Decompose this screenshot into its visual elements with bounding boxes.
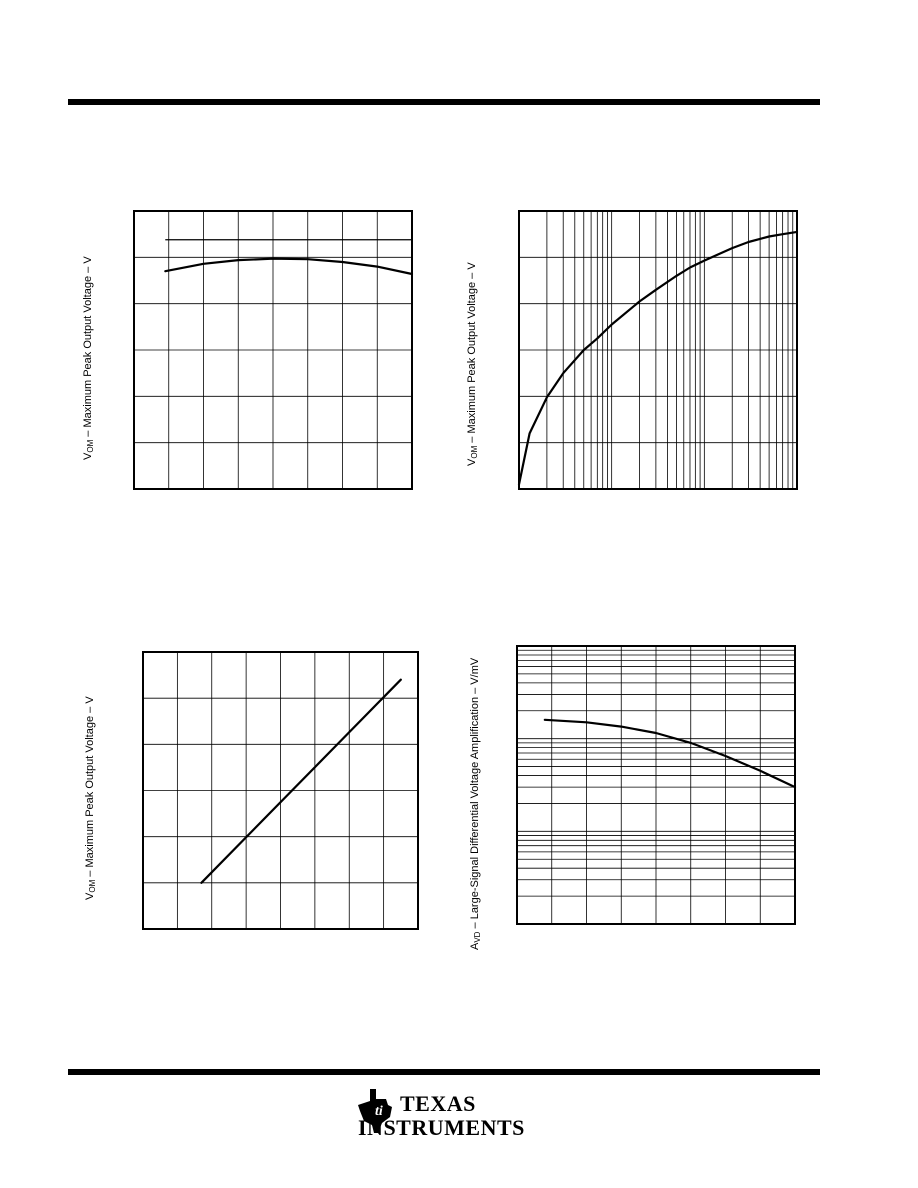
- chart-bottom-right: [517, 646, 795, 924]
- chart-bottom-left: [143, 652, 418, 929]
- header-rule: [68, 99, 820, 105]
- series-line: [201, 680, 400, 883]
- svg-text:ti: ti: [375, 1104, 383, 1119]
- chart-bottom-right-ylabel: $A_{VD}$ – Large-Signal Differential Voltage Amplification – V/mV: [469, 657, 482, 950]
- footer-rule: [68, 1069, 820, 1075]
- chart-bottom-left-plot: [143, 652, 418, 929]
- logo-text-texas: TEXAS: [400, 1091, 476, 1116]
- chart-top-left-ylabel: $V_{OM}$ – Maximum Peak Output Voltage – V: [82, 256, 95, 460]
- chart-top-right: [519, 211, 797, 489]
- series-line: [545, 720, 795, 787]
- chart-top-right-ylabel: $V_{OM}$ – Maximum Peak Output Voltage – V: [466, 262, 479, 466]
- chart-bottom-right-plot: [517, 646, 795, 924]
- chart-bottom-left-ylabel: $V_{OM}$ – Maximum Peak Output Voltage – V: [84, 696, 97, 900]
- chart-top-right-plot: [519, 211, 797, 489]
- series-line: [519, 232, 797, 485]
- logo-text-instruments: INSTRUMENTS: [358, 1115, 525, 1140]
- series-line: [165, 259, 412, 274]
- texas-instruments-logo: [356, 1085, 525, 1141]
- chart-top-left: [134, 211, 412, 489]
- chart-top-left-plot: [134, 211, 412, 489]
